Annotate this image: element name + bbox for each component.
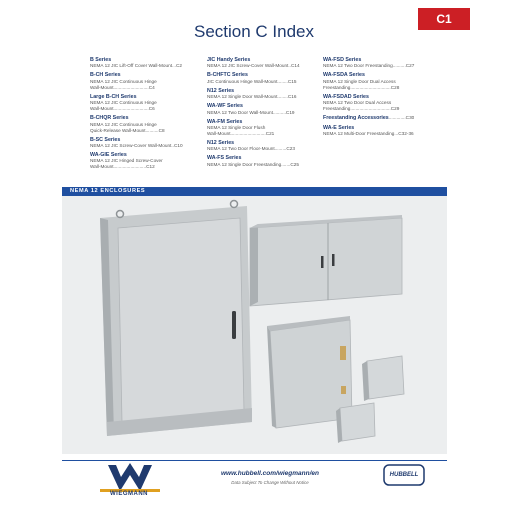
- index-entry[interactable]: [207, 140, 322, 152]
- entry-line: NEMA 12 JIC Screw-Cover Wall-Mount..C14: [207, 63, 300, 69]
- entry-title: JIC Handy Series: [207, 57, 251, 63]
- index-entry[interactable]: [207, 57, 322, 69]
- footer-divider: [62, 460, 447, 461]
- entry-line: JIC Continuous Hinge Wall-Mount........C15: [207, 78, 297, 84]
- website-link[interactable]: www.hubbell.com/wiegmann/en: [221, 470, 319, 477]
- entry-title: WA-GIE Series: [90, 152, 127, 159]
- entry-line: NEMA 12 JIC Lift-Off Cover Wall-Mount...C2: [90, 63, 182, 69]
- entry-line: Wall-Mount...........................C4: [90, 84, 155, 90]
- entry-title: N12 Series: [207, 87, 235, 94]
- index-entry[interactable]: [207, 88, 322, 100]
- index-entry[interactable]: [90, 94, 202, 112]
- index-entry[interactable]: [323, 115, 441, 121]
- entry-title: WA-FS Series: [207, 155, 242, 162]
- entry-line: NEMA 12 Single Door Wall-Mount........C16: [207, 94, 297, 100]
- entry-line: NEMA 12 JIC Continuous Hinge: [90, 100, 157, 106]
- index-column-2: [207, 57, 322, 171]
- index-entry[interactable]: [207, 155, 322, 167]
- index-entry[interactable]: [207, 119, 322, 137]
- section-badge: C1: [418, 8, 470, 30]
- entry-title: B Series: [90, 57, 112, 63]
- freestanding-enclosure: [100, 201, 252, 437]
- index-entry[interactable]: [90, 72, 202, 90]
- index-entry[interactable]: [207, 72, 322, 84]
- entry-line: Freestanding...............................C28: [323, 84, 400, 90]
- entry-title: WA-FSDAD Series: [323, 93, 369, 100]
- entry-line: NEMA 12 Single Door Freestanding.......C25: [207, 161, 299, 167]
- entry-title: WA-E Series: [323, 124, 355, 131]
- entry-title: WA-FSD Series: [323, 57, 362, 63]
- index-entry[interactable]: [90, 115, 202, 133]
- entry-title: WA-WF Series: [207, 103, 243, 110]
- index-entry[interactable]: [323, 72, 441, 90]
- index-entry[interactable]: [90, 152, 202, 170]
- entry-line: Wall-Mount...........................C6: [90, 106, 155, 112]
- entry-line: NEMA 12 JIC Screw-Cover Wall-Mount..C10: [90, 143, 183, 149]
- entry-line: NEMA 12 Two Door Dual Access: [323, 100, 392, 106]
- two-door-enclosure: [250, 215, 402, 306]
- entry-line: Wall-Mount...........................C21: [207, 131, 275, 137]
- entry-title: WA-FSDA Series: [323, 72, 365, 79]
- entry-title: B-CH Series: [90, 72, 121, 79]
- entry-line: .............C30: [388, 115, 415, 121]
- index-entry[interactable]: [323, 125, 441, 137]
- entry-title: B-CHQR Series: [90, 115, 129, 122]
- index-column-3: [323, 57, 441, 140]
- entry-line: NEMA 12 Single Door Flush: [207, 125, 266, 131]
- section-band: [62, 187, 447, 196]
- entry-title: Large B-CH Series: [90, 93, 137, 100]
- brand-name: WIEGMANN: [110, 491, 148, 497]
- entry-line: Quick-Release Wall-Mount..........C8: [90, 127, 165, 133]
- entry-line: NEMA 12 Two Door Freestanding..........C27: [323, 63, 415, 69]
- entry-line: NEMA 12 Two Door Wall-Mount..........C19: [207, 109, 295, 115]
- wiegmann-logo-icon: [100, 463, 160, 493]
- index-entry[interactable]: [323, 57, 441, 69]
- disclaimer: Data Subject To Change Without Notice: [231, 480, 309, 485]
- entry-title: B-CHFTC Series: [207, 72, 248, 79]
- entry-line: NEMA 12 JIC Hinged Screw-Cover: [90, 158, 163, 164]
- hubbell-logo-text: HUBBELL: [389, 472, 419, 478]
- entry-line: NEMA 12 JIC Continuous Hinge: [90, 121, 157, 127]
- entry-line: Wall-Mount.........................C12: [90, 164, 155, 170]
- entry-line: NEMA 12 Single Door Dual Access: [323, 78, 396, 84]
- entry-title: B-SC Series: [90, 136, 121, 143]
- index-entry[interactable]: [90, 57, 202, 69]
- entry-line: NEMA 12 JIC Continuous Hinge: [90, 78, 157, 84]
- index-column-1: [90, 57, 202, 173]
- entry-line: Freestanding...............................C29: [323, 106, 400, 112]
- entry-title: Freestanding Accessories: [323, 115, 389, 122]
- entry-line: NEMA 12 Multi-Door Freestanding...C32-36: [323, 131, 414, 137]
- product-photo: [62, 196, 447, 454]
- band-label: NEMA 12 ENCLOSURES: [70, 188, 146, 194]
- enclosures-illustration: [62, 196, 447, 454]
- index-entry[interactable]: [323, 94, 441, 112]
- index-entry[interactable]: [207, 103, 322, 115]
- index-entry[interactable]: [90, 137, 202, 149]
- entry-title: WA-FM Series: [207, 118, 243, 125]
- page-title: Section C Index: [193, 22, 314, 41]
- entry-line: NEMA 12 Two Door Floor-Mount.........C23: [207, 146, 295, 152]
- entry-title: N12 Series: [207, 140, 235, 147]
